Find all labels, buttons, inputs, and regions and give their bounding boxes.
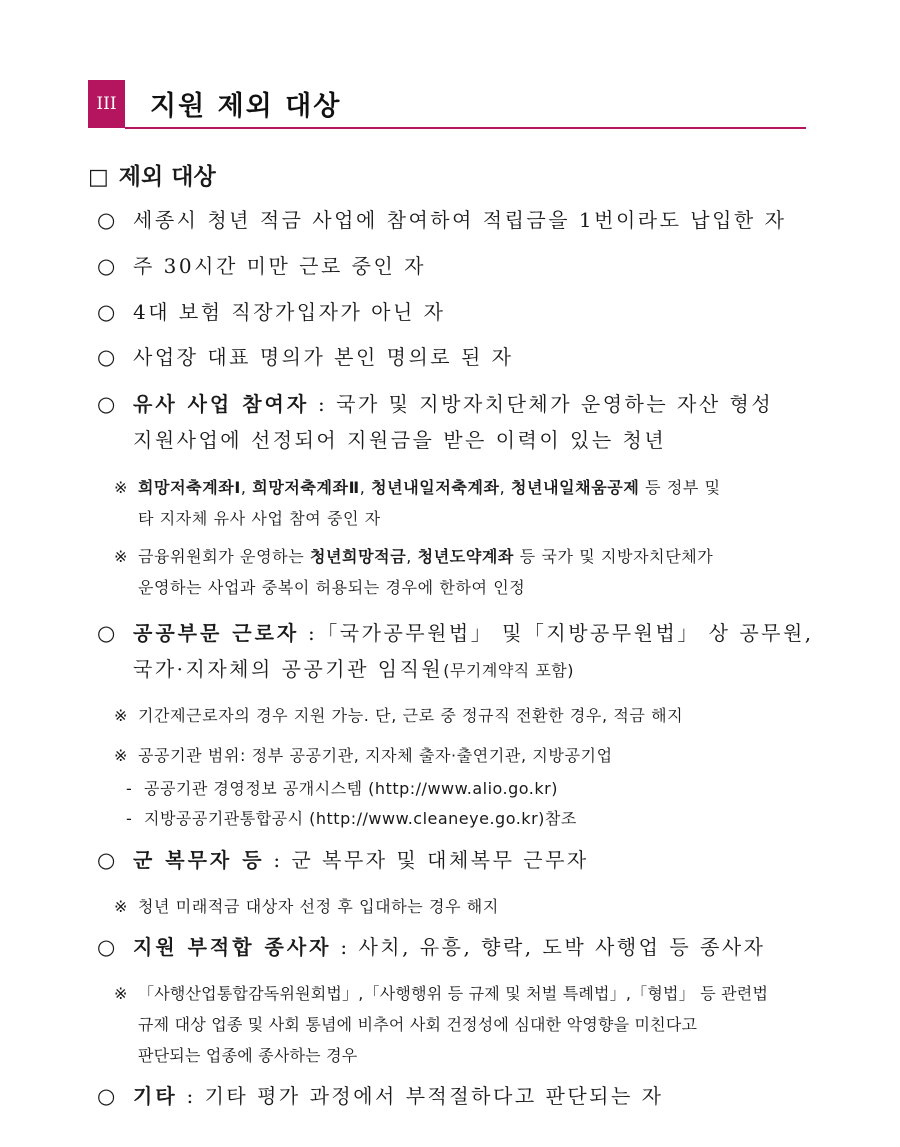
item-text: 세종시 청년 적금 사업에 참여하여 적립금을 1번이라도 납입한 자 bbox=[133, 208, 787, 232]
list-item bbox=[97, 248, 817, 284]
circle-bullet-icon: ○ bbox=[97, 1084, 118, 1108]
sub-heading-label: 제외 대상 bbox=[118, 164, 216, 190]
sub-list-item bbox=[126, 775, 558, 803]
note-sep: , bbox=[240, 478, 253, 497]
note-bold: 청년희망적금 bbox=[309, 547, 407, 566]
note-text: 기간제근로자의 경우 지원 가능. 단, 근로 중 정규직 전환한 경우, 적금 해지 bbox=[138, 706, 684, 725]
reference-mark-icon: ※ bbox=[114, 706, 129, 725]
note-bold: 청년내일저축계좌 bbox=[371, 478, 500, 497]
item-text: 주 30시간 미만 근로 중인 자 bbox=[133, 254, 426, 278]
item-label: 유사 사업 참여자 bbox=[133, 392, 310, 416]
note-continuation: 타 지자체 유사 사업 참여 중인 자 bbox=[138, 509, 381, 528]
circle-bullet-icon: ○ bbox=[97, 935, 118, 959]
list-item bbox=[97, 615, 817, 689]
item-continuation-text: 국가·지자체의 공공기관 임직원 bbox=[133, 657, 444, 681]
note-sep: , bbox=[499, 478, 511, 497]
note-text: 등 정부 및 bbox=[639, 478, 721, 497]
checkbox-square-icon: □ bbox=[88, 165, 109, 190]
item-label: 공공부문 근로자 bbox=[133, 621, 300, 645]
reference-mark-icon: ※ bbox=[114, 478, 129, 497]
item-text: : 군 복무자 및 대체복무 근무자 bbox=[264, 848, 589, 872]
section-title: 지원 제외 대상 bbox=[150, 91, 342, 122]
note-sep: , bbox=[359, 478, 372, 497]
circle-bullet-icon: ○ bbox=[97, 300, 118, 324]
note bbox=[114, 978, 818, 1071]
reference-mark-icon: ※ bbox=[114, 984, 128, 1003]
item-continuation bbox=[97, 651, 817, 689]
header-divider bbox=[125, 127, 806, 129]
note-text: 공공기관 범위: 정부 공공기관, 지자체 출자·출연기관, 지방공기업 bbox=[138, 746, 613, 765]
circle-bullet-icon: ○ bbox=[97, 848, 118, 872]
item-label: 지원 부적합 종사자 bbox=[133, 935, 332, 959]
item-text: : 사치, 유흥, 향락, 도박 사행업 등 종사자 bbox=[331, 935, 766, 959]
reference-mark-icon: ※ bbox=[114, 746, 129, 765]
note-text: 청년 미래적금 대상자 선정 후 입대하는 경우 해지 bbox=[138, 897, 499, 916]
note bbox=[114, 891, 818, 922]
note bbox=[114, 472, 818, 534]
section-number-badge: III bbox=[88, 80, 125, 128]
sub-list-text: 공공기관 경영정보 공개시스템 (http://www.alio.go.kr) bbox=[144, 779, 558, 798]
note-continuation: 판단되는 업종에 종사하는 경우 bbox=[138, 1046, 358, 1065]
circle-bullet-icon: ○ bbox=[97, 392, 118, 416]
dash-bullet: - bbox=[126, 809, 133, 828]
item-label: 기타 bbox=[133, 1084, 178, 1108]
dash-bullet: - bbox=[126, 779, 133, 798]
note-bold: 희망저축계좌Ⅰ bbox=[138, 478, 241, 497]
item-parenthetical: (무기계약직 포함) bbox=[443, 661, 574, 680]
note bbox=[114, 541, 818, 603]
circle-bullet-icon: ○ bbox=[97, 254, 118, 278]
list-item bbox=[97, 339, 817, 375]
note-bold: 청년내일채움공제 bbox=[510, 478, 640, 497]
circle-bullet-icon: ○ bbox=[97, 345, 118, 369]
section-header bbox=[88, 80, 806, 130]
item-label: 군 복무자 등 bbox=[133, 848, 265, 872]
list-item bbox=[97, 1078, 817, 1114]
item-continuation: 지원사업에 선정되어 지원금을 받은 이력이 있는 청년 bbox=[133, 428, 667, 452]
item-text: : 기타 평가 과정에서 부적절하다고 판단되는 자 bbox=[177, 1084, 664, 1108]
item-text: 사업장 대표 명의가 본인 명의로 된 자 bbox=[133, 345, 514, 369]
list-item bbox=[97, 929, 817, 965]
note-continuation: 규제 대상 업종 및 사회 통념에 비추어 사회 건정성에 심대한 악영향을 미친다고 bbox=[138, 1015, 698, 1034]
reference-mark-icon: ※ bbox=[114, 897, 129, 916]
reference-mark-icon: ※ bbox=[114, 547, 129, 566]
note-text: 금융위원회가 운영하는 bbox=[138, 547, 310, 566]
list-item bbox=[97, 294, 817, 330]
list-item bbox=[97, 202, 817, 238]
circle-bullet-icon: ○ bbox=[97, 621, 118, 645]
item-text: 4대 보험 직장가입자가 아닌 자 bbox=[133, 300, 446, 324]
note bbox=[114, 700, 818, 731]
note-sep: , bbox=[406, 547, 418, 566]
note-continuation: 운영하는 사업과 중복이 허용되는 경우에 한하여 인정 bbox=[138, 578, 526, 597]
note-text: 「사행산업통합감독위원회법」,「사행행위 등 규제 및 처벌 특례법」,「형법」 등 관련법 bbox=[138, 984, 769, 1003]
item-text: :「국가공무원법」 및「지방공무원법」 상 공무원, bbox=[299, 621, 814, 645]
sub-list-text: 지방공공기관통합공시 (http://www.cleaneye.go.kr)참조 bbox=[144, 809, 577, 828]
circle-bullet-icon: ○ bbox=[97, 208, 118, 232]
note-bold: 희망저축계좌Ⅱ bbox=[252, 478, 360, 497]
note-text: 등 국가 및 지방자치단체가 bbox=[514, 547, 714, 566]
note bbox=[114, 740, 818, 771]
sub-list-item bbox=[126, 805, 577, 833]
item-text: : 국가 및 지방자치단체가 운영하는 자산 형성 bbox=[309, 392, 774, 416]
list-item bbox=[97, 842, 817, 878]
sub-heading bbox=[88, 158, 216, 191]
list-item bbox=[97, 386, 817, 458]
note-bold: 청년도약계좌 bbox=[417, 547, 514, 566]
